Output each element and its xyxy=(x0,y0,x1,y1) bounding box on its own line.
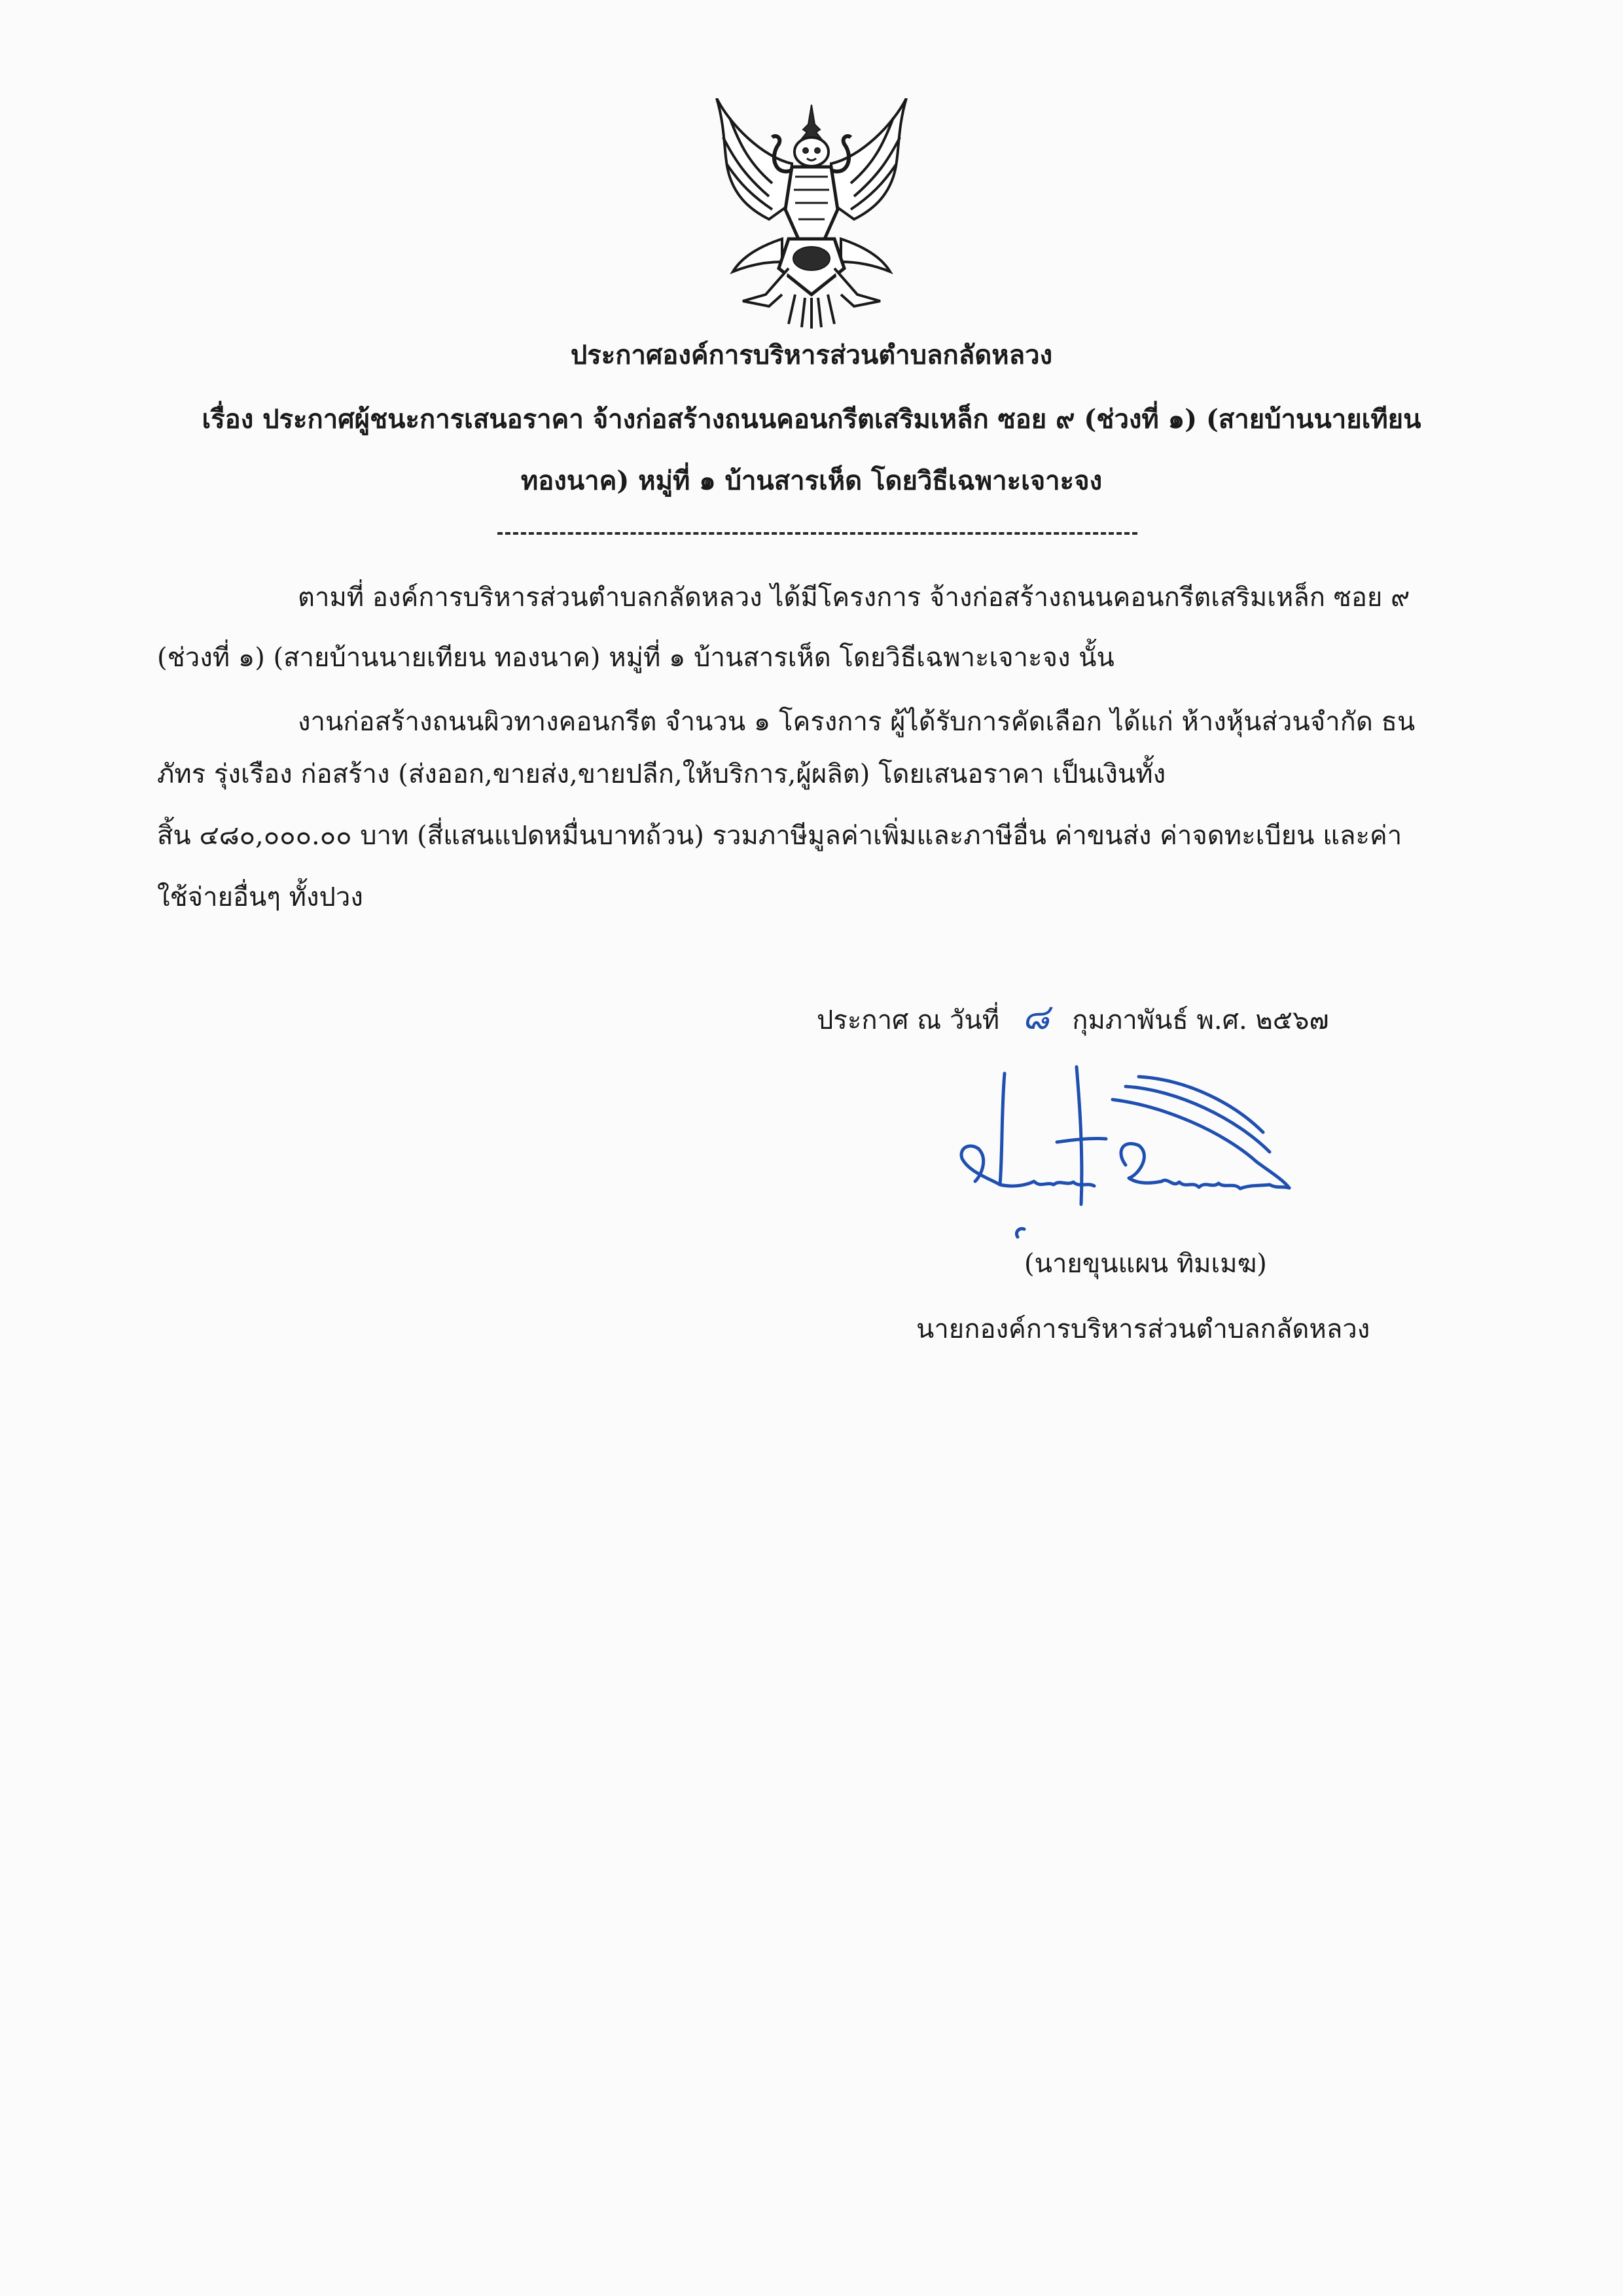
dashed-divider xyxy=(497,532,1137,535)
signatory-name: (นายขุนแผน ทิมเมฆ) xyxy=(1024,1249,1267,1279)
handwritten-signature-icon xyxy=(942,1060,1335,1250)
document-title: ประกาศองค์การบริหารส่วนตำบลกลัดหลวง xyxy=(570,340,1053,370)
paragraph-1-line-2: (ช่วงที่ ๑) (สายบ้านนายเทียน ทองนาค) หมู่ที่ ๑ บ้านสารเห็ด โดยวิธีเฉพาะเจาะจง นั้น xyxy=(157,643,1115,673)
signatory-position: นายกองค์การบริหารส่วนตำบลกลัดหลวง xyxy=(916,1314,1370,1344)
paragraph-2-line-4: ใช้จ่ายอื่นๆ ทั้งปวง xyxy=(157,882,363,912)
subject-line-2: ทองนาค) หมู่ที่ ๑ บ้านสารเห็ด โดยวิธีเฉพาะเจาะจง xyxy=(520,465,1103,496)
title-block xyxy=(118,334,1505,504)
paragraph-2-line-1: งานก่อสร้างถนนผิวทางคอนกรีต จำนวน ๑ โครงการ ผู้ได้รับการคัดเลือก ได้แก่ ห้างหุ้นส่วนจำกัด ธน xyxy=(298,707,1416,737)
paragraph-2-line-3: สิ้น ๔๘๐,๐๐๐.๐๐ บาท (สี่แสนแปดหมื่นบาทถ้วน) รวมภาษีมูลค่าเพิ่มและภาษีอื่น ค่าขนส่ง ค่าจดทะเบียน และค่า xyxy=(157,821,1402,851)
announcement-date xyxy=(817,988,1329,1045)
paragraph-1-line-1: ตามที่ องค์การบริหารส่วนตำบลกลัดหลวง ได้มีโครงการ จ้างก่อสร้างถนนคอนกรีตเสริมเหล็ก ซอย ๙ xyxy=(298,583,1410,613)
date-day-handwritten: ๘ xyxy=(1022,996,1050,1037)
garuda-emblem-icon xyxy=(704,98,919,334)
date-prefix: ประกาศ ณ วันที่ xyxy=(817,1005,1000,1035)
subject-line-1: เรื่อง ประกาศผู้ชนะการเสนอราคา จ้างก่อสร้างถนนคอนกรีตเสริมเหล็ก ซอย ๙ (ช่วงที่ ๑) (สายบ้านนายเทียน xyxy=(202,404,1421,435)
paragraph-2-line-2: ภัทร รุ่งเรือง ก่อสร้าง (ส่งออก,ขายส่ง,ขายปลีก,ให้บริการ,ผู้ผลิต) โดยเสนอราคา เป็นเงินทั้ง xyxy=(157,759,1166,789)
date-suffix: กุมภาพันธ์ พ.ศ. ๒๕๖๗ xyxy=(1072,1005,1329,1035)
